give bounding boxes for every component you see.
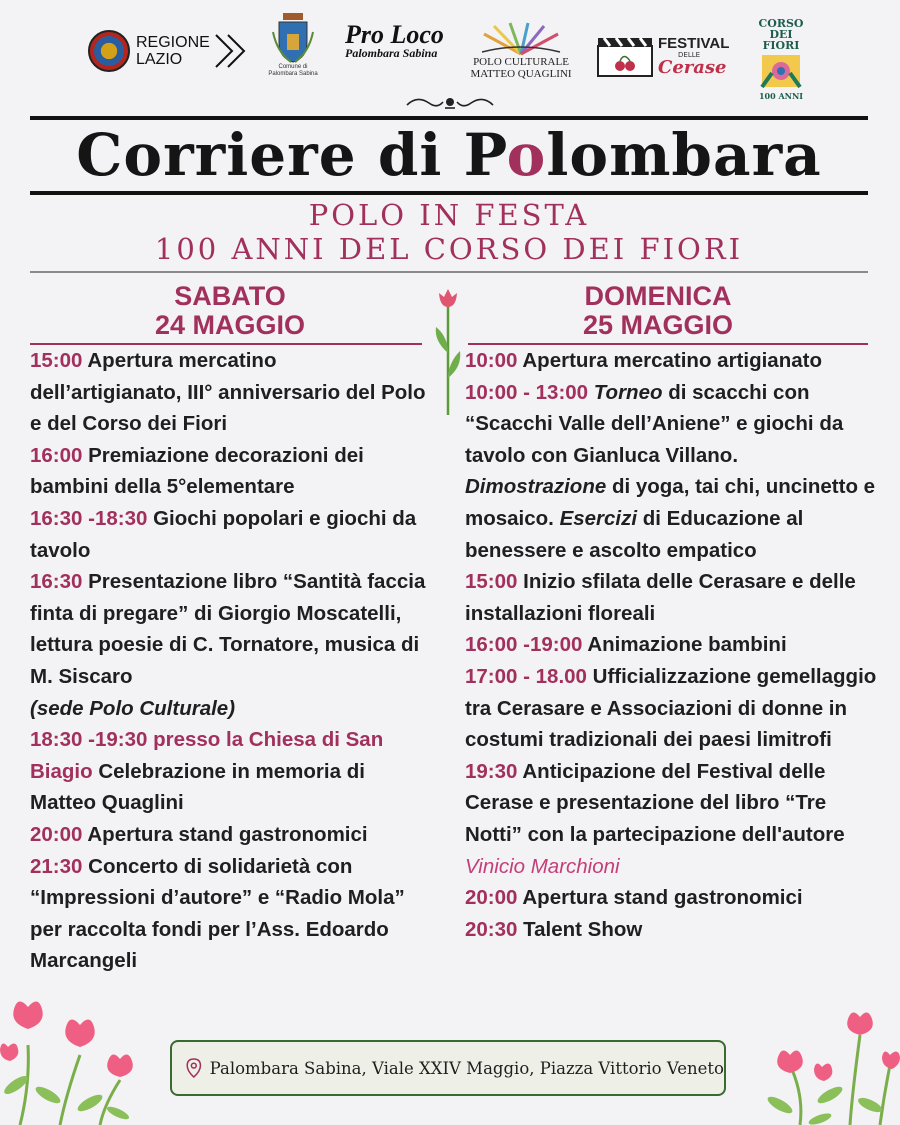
saturday-date: 24 MAGGIO: [154, 310, 306, 340]
comune-line1: Comune di: [278, 64, 308, 70]
cerase-word: Cerase: [658, 56, 727, 78]
proloco-title: Pro Loco: [345, 20, 444, 49]
list-item: 16:00 Premiazione decorazioni dei bambini della 5°elementare: [30, 443, 364, 499]
corso-fiori-logo: [748, 18, 814, 101]
saturday-day: SABATO: [174, 281, 286, 311]
list-item: 10:00 - 13:00 Torneo di scacchi con “Scacchi Valle dell’Aniene” e giochi da tavolo con Gianluca Villano. Dimostrazione di yoga, tai chi, uncinetto e mosaico. Esercizi di Educazione al benessere e ascolto empatico: [465, 380, 876, 562]
comune-line2: Palombara Sabina: [268, 71, 318, 77]
list-item: 10:00 Apertura mercatino artigianato: [465, 349, 822, 372]
list-item: 16:30 -18:30 Giochi popolari e giochi da tavolo: [30, 506, 417, 562]
corso-anni: 100 ANNI: [758, 91, 804, 101]
regione-word: REGIONE: [136, 34, 210, 51]
list-item: 19:30 Anticipazione del Festival delle Cerase e presentazione del libro “Tre Notti” con la partecipazione dell'autore Vinicio Marchioni: [465, 759, 845, 878]
comune-logo: [262, 12, 324, 78]
proloco-subtitle: Palombara Sabina: [345, 46, 438, 60]
proloco-logo: [345, 22, 444, 61]
saturday-header: [60, 282, 400, 340]
flowers-left-icon: [0, 985, 150, 1125]
sunday-day: DOMENICA: [584, 281, 732, 311]
corso-line2: FIORI: [762, 39, 800, 52]
partner-logos: [0, 12, 900, 102]
masthead-title: Corriere di Polombara: [76, 121, 822, 189]
comune-crest-icon: [271, 12, 315, 64]
list-item: 18:30 -19:30 presso la Chiesa di San Biagio Celebrazione in memoria di Matteo Quaglini: [30, 728, 384, 815]
lazio-chevron-icon: [214, 33, 248, 69]
clapperboard-icon: [596, 34, 654, 78]
list-item: 15:00 Inizio sfilata delle Cerasare e delle installazioni floreali: [465, 570, 856, 625]
map-pin-icon: [186, 1051, 202, 1085]
ornament-divider-icon: [405, 93, 495, 111]
list-item: 20:00 Apertura stand gastronomici: [30, 822, 368, 846]
delle-word: DELLE: [678, 50, 701, 59]
flowers-right-icon: [760, 995, 900, 1125]
list-item: 16:30 Presentazione libro “Santità faccia finta di pregare” di Giorgio Moscatelli, lettura poesie di C. Tornatore, musica di M. Siscaro (sede Polo Culturale): [30, 570, 426, 720]
location-box: [170, 1040, 726, 1096]
polo-line1: POLO CULTURALE: [473, 56, 569, 68]
venue-note: (sede Polo Culturale): [30, 696, 236, 720]
book-fan-icon: [476, 22, 566, 56]
masthead-top-rule: [30, 116, 868, 120]
list-item: 20:30 Talent Show: [465, 917, 643, 941]
festival-cerase-logo: [596, 34, 729, 78]
masthead-accent-letter: o: [506, 121, 547, 189]
polo-culturale-logo: [462, 22, 580, 80]
list-item: 16:00 -19:00 Animazione bambini: [465, 633, 787, 657]
event-subtitle: 100 ANNI DEL CORSO DEI FIORI: [154, 232, 744, 266]
lazio-word: LAZIO: [136, 51, 183, 68]
list-item: 15:00 Apertura mercatino dell’artigianato, III° anniversario del Polo e del Corso dei Fiori: [30, 349, 426, 436]
event-title: POLO IN FESTA: [308, 198, 590, 232]
sunday-schedule: [465, 345, 880, 945]
regione-lazio-logo: [88, 30, 248, 72]
list-item: 21:30 Concerto di solidarietà con “Impressioni d’autore” e “Radio Mola” per raccolta fondi per l’Ass. Edoardo Marcangeli: [30, 854, 405, 973]
masthead-bottom-rule: [30, 191, 868, 195]
flower-emblem-icon: [760, 53, 802, 89]
tulip-stem-icon: [428, 283, 468, 418]
corso-line1: CORSO DEI: [758, 17, 804, 41]
subtitle-rule: [30, 271, 868, 273]
sunday-date: 25 MAGGIO: [582, 310, 734, 340]
saturday-schedule: [30, 345, 428, 977]
polo-line2: MATTEO QUAGLINI: [470, 68, 572, 80]
sunday-header: [488, 282, 828, 340]
list-item: 20:00 Apertura stand gastronomici: [465, 886, 803, 910]
festival-word: FESTIVAL: [658, 34, 730, 52]
location-text: Palombara Sabina, Viale XXIV Maggio, Piazza Vittorio Veneto: [209, 1058, 724, 1078]
list-item: 17:00 - 18.00 Ufficializzazione gemellaggio tra Cerasare e Associazioni di donne in costumi tradizionali dei paesi limitrofi: [465, 664, 877, 752]
lazio-emblem-icon: [88, 30, 130, 72]
guest-name: Vinicio Marchioni: [465, 854, 620, 878]
